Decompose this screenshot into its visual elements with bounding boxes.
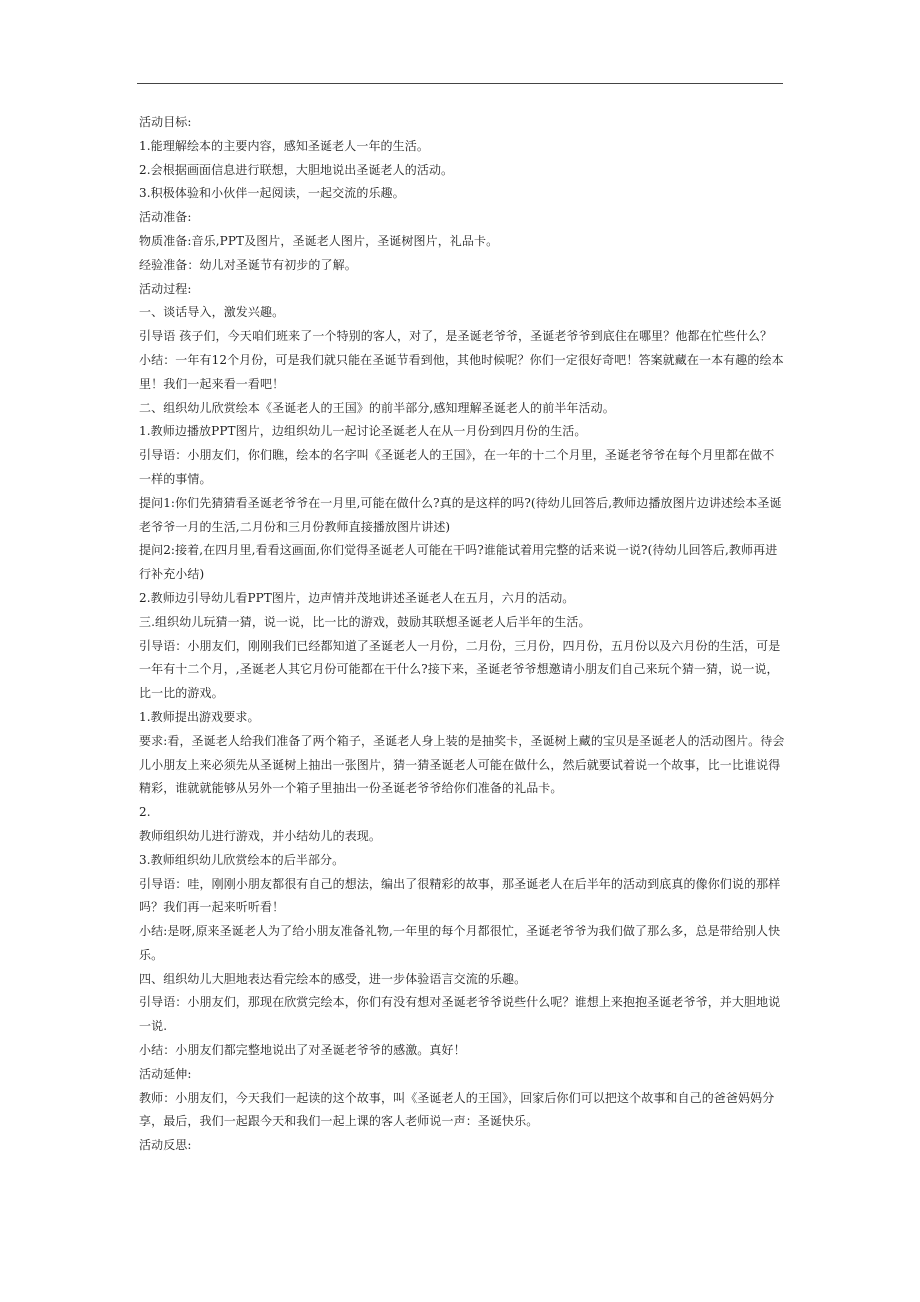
section-heading-preparation: 活动准备:: [139, 210, 192, 225]
experience-preparation: 经验准备：幼儿对圣诞节有初步的了解。: [139, 257, 357, 272]
process-step-4-title: 四、组织幼儿大胆地表达看完绘本的感受，进一步体验语言交流的乐趣。: [139, 971, 527, 986]
material-preparation: 物质准备:音乐,PPT及图片，圣诞老人图片，圣诞树图片，礼品卡。: [139, 233, 499, 248]
goal-item-1: 1.能理解绘本的主要内容，感知圣诞老人一年的生活。: [139, 138, 429, 153]
paragraph: 提问2:接着,在四月里,看看这画面,你们觉得圣诞老人可能在干吗?谁能试着用完整的话来说一说?(待幼儿回答后,教师再进行补充小结): [139, 543, 778, 582]
paragraph: 引导语：哇，刚刚小朋友都很有自己的想法，编出了很精彩的故事，那圣诞老人在后半年的活动到底真的像你们说的那样吗？我们再一起来听听看！: [139, 876, 781, 915]
section-heading-extension: 活动延伸:: [139, 1066, 192, 1081]
paragraph: 1.教师提出游戏要求。: [139, 709, 260, 724]
header-rule: [137, 83, 783, 84]
paragraph: 引导语：小朋友们，那现在欣赏完绘本，你们有没有想对圣诞老爷爷说些什么呢？谁想上来抱抱圣诞老爷爷，并大胆地说一说.: [139, 995, 781, 1034]
paragraph: 小结:是呀,原来圣诞老人为了给小朋友准备礼物,一年里的每个月都很忙，圣诞老爷爷为我们做了那么多，总是带给别人快乐。: [139, 924, 781, 962]
goal-item-3: 3.积极体验和小伙伴一起阅读，一起交流的乐趣。: [139, 186, 405, 201]
paragraph: 2.: [139, 805, 151, 820]
goal-item-2: 2.会根据画面信息进行联想，大胆地说出圣诞老人的活动。: [139, 162, 454, 177]
process-step-3-title: 三.组织幼儿玩猜一猜，说一说，比一比的游戏，鼓励其联想圣诞老人后半年的生活。: [139, 614, 591, 629]
section-heading-reflection: 活动反思:: [139, 1138, 192, 1153]
process-step-2-title: 二、组织幼儿欣赏绘本《圣诞老人的王国》的前半部分,感知理解圣诞老人的前半年活动。: [139, 400, 615, 415]
paragraph: 3.教师组织幼儿欣赏绘本的后半部分。: [139, 852, 345, 867]
paragraph: 1.教师边播放PPT图片，边组织幼儿一起讨论圣诞老人在从一月份到四月份的生活。: [139, 424, 587, 439]
process-step-1-title: 一、谈话导入，激发兴趣。: [139, 305, 285, 320]
paragraph: 教师：小朋友们，今天我们一起读的这个故事，叫《圣诞老人的王国》，回家后你们可以把这个故事和自己的爸爸妈妈分享，最后，我们一起跟今天和我们一起上课的客人老师说一声：圣诞快乐。: [139, 1090, 775, 1129]
paragraph: 引导语：小朋友们，刚刚我们已经都知道了圣诞老人一月份，二月份，三月份，四月份，五月份以及六月份的生活，可是一年有十二个月，,圣诞老人其它月份可能都在干什么?接下来，圣诞老爷爷想邀请小朋友们自己来玩个猜一猜，说一说，比一比的游戏。: [139, 638, 781, 701]
paragraph: 小结：一年有12个月份，可是我们就只能在圣诞节看到他，其他时候呢？你们一定很好奇吧！答案就藏在一本有趣的绘本里！我们一起来看一看吧！: [139, 352, 784, 391]
section-heading-process: 活动过程:: [139, 281, 192, 296]
paragraph: 提问1:你们先猜猜看圣诞老爷爷在一月里,可能在做什么?真的是这样的吗?(待幼儿回答后,教师边播放图片边讲述绘本圣诞老爷爷一月的生活,二月份和三月份教师直接播放图片讲述): [139, 495, 782, 534]
paragraph: 小结：小朋友们都完整地说出了对圣诞老爷爷的感激。真好！: [139, 1043, 466, 1058]
section-heading-goals: 活动目标:: [139, 115, 192, 129]
paragraph: 引导语 孩子们，今天咱们班来了一个特别的客人，对了，是圣诞老爷爷，圣诞老爷爷到底住在哪里？他都在忙些什么？: [139, 329, 773, 344]
document-body: [139, 111, 785, 1158]
paragraph: 要求:看，圣诞老人给我们准备了两个箱子，圣诞老人身上装的是抽奖卡，圣诞树上藏的宝贝是圣诞老人的活动图片。待会儿小朋友上来必须先从圣诞树上抽出一张图片，猜一猜圣诞老人可能在做什么，然后就要试着说一个故事，比一比谁说得精彩，谁就就能够从另外一个箱子里抽出一份圣诞老爷爷给你们准备的礼品卡。: [139, 733, 785, 796]
paragraph: 教师组织幼儿进行游戏，并小结幼儿的表现。: [139, 828, 382, 843]
paragraph: 2.教师边引导幼儿看PPT图片，边声情并茂地讲述圣诞老人在五月，六月的活动。: [139, 590, 575, 605]
paragraph: 引导语：小朋友们，你们瞧，绘本的名字叫《圣诞老人的王国》，在一年的十二个月里，圣诞老爷爷在每个月里都在做不一样的事情。: [139, 448, 775, 486]
